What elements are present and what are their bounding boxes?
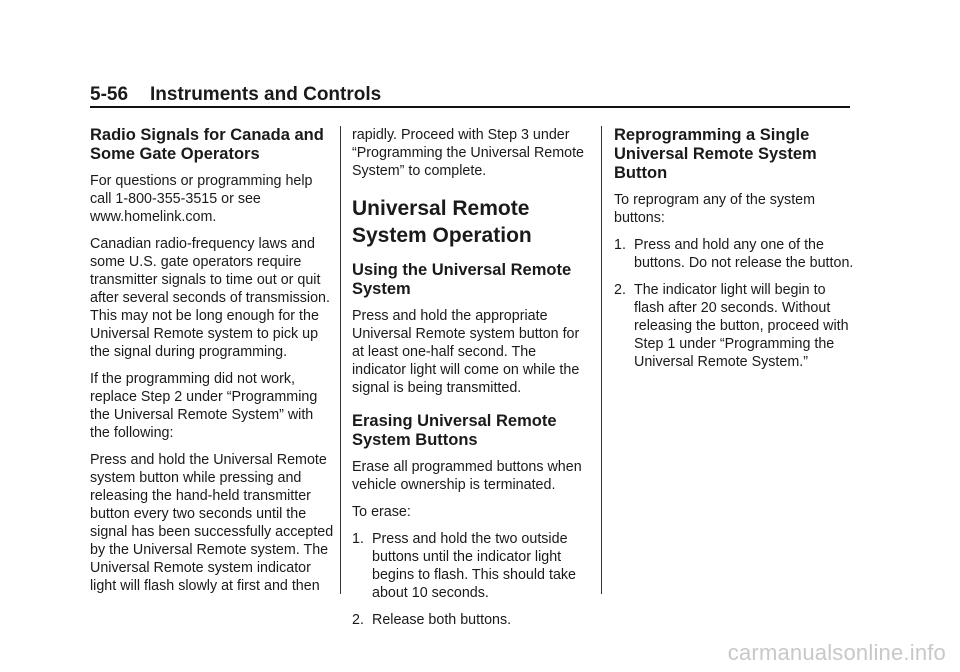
section-title: Universal Remote System Operation — [352, 197, 532, 247]
list-item — [352, 611, 592, 629]
list-item — [352, 530, 592, 602]
step-text: The indicator light will begin to flash after 20 seconds. Without releasing the button, proceed with Step 1 under “Programming the Universal Remote System.” — [634, 282, 849, 370]
paragraph: If the programming did not work, replace Step 2 under “Programming the Universal Remote System” with the following: — [90, 371, 318, 441]
step-list — [352, 530, 592, 629]
paragraph: To reprogram any of the system buttons: — [614, 192, 816, 226]
step-text: Release both buttons. — [372, 612, 512, 628]
step-number: 1. — [614, 237, 626, 253]
step-list — [614, 236, 854, 371]
column-1 — [90, 126, 335, 604]
subsection-heading: Erasing Universal Remote System Buttons — [352, 412, 557, 449]
paragraph: For questions or programming help call 1-800-355-3515 or see www.homelink.com. — [90, 173, 313, 225]
step-number: 1. — [352, 531, 364, 547]
page-number: 5-56 — [90, 84, 129, 105]
paragraph: Canadian radio-frequency laws and some U.S. gate operators require transmitter signals to time out or quit after several seconds of transmission. This may not be long enough for the Universal Remote system to pick up the signal during programming. — [90, 236, 330, 360]
section-heading: Radio Signals for Canada and Some Gate Operators — [90, 126, 324, 163]
column-2 — [352, 126, 592, 638]
column-divider — [340, 126, 341, 594]
step-text: Press and hold the two outside buttons until the indicator light begins to flash. This should take about 10 seconds. — [372, 531, 576, 601]
chapter-title: Instruments and Controls — [150, 84, 382, 105]
subsection-heading: Using the Universal Remote System — [352, 261, 572, 298]
page-header — [90, 80, 850, 108]
step-number: 2. — [614, 282, 626, 298]
paragraph: rapidly. Proceed with Step 3 under “Programming the Universal Remote System” to complete. — [352, 127, 585, 179]
paragraph: Press and hold the Universal Remote system button while pressing and releasing the hand-held transmitter button every two seconds until the signal has been successfully accepted by the Universal Remote system. The Universal Remote system indicator light will flash slowly at first and then — [90, 452, 334, 594]
list-item — [614, 236, 854, 272]
column-divider — [601, 126, 602, 594]
paragraph: Erase all programmed buttons when vehicle ownership is terminated. — [352, 459, 582, 493]
column-3 — [614, 126, 854, 380]
paragraph: Press and hold the appropriate Universal Remote system button for at least one-half second. The indicator light will come on while the signal is being transmitted. — [352, 308, 580, 396]
step-number: 2. — [352, 612, 364, 628]
list-item — [614, 281, 854, 371]
watermark: carmanualsonline.info — [727, 640, 946, 665]
paragraph: To erase: — [352, 504, 411, 520]
section-heading: Reprogramming a Single Universal Remote System Button — [614, 126, 817, 182]
step-text: Press and hold any one of the buttons. Do not release the button. — [634, 237, 854, 271]
